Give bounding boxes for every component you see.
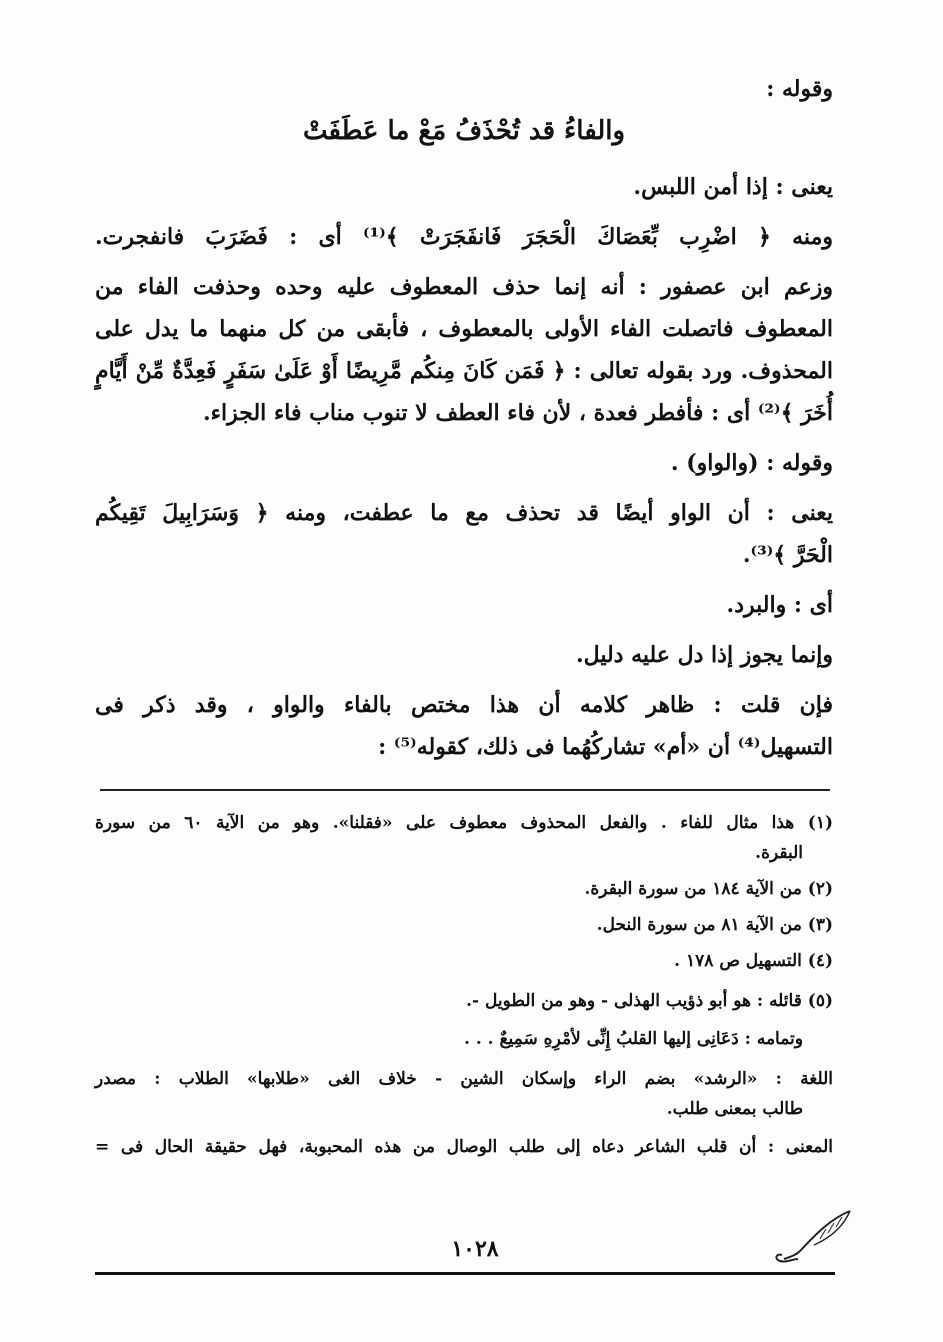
text-line-14: فإن قلت : ظاهر كلامه أن هذا مختص بالفاء والواو ، وقد ذكر فى (95, 692, 833, 718)
footnote-5-lexicon-cont: طالب بمعنى طلب. (666, 1099, 803, 1119)
footnote-1: (١) هذا مثال للفاء . والفعل المحذوف معطوف على «فقلنا». وهو من الآية ٦٠ من سورة (95, 813, 833, 833)
text-line-6: المعطوف فاتصلت الفاء الأولى بالمعطوف ، فأبقى من كل منهما ما يدل على (95, 316, 833, 342)
footnote-2: (٢) من الآية ١٨٤ من سورة البقرة. (584, 879, 833, 899)
text-line-4: ومنه ﴿ اضْرِب بِّعَصَاكَ الْحَجَرَ فَانفَجَرَتْ ﴾⁽¹⁾ أى : فَضَرَبَ فانفجرت. (95, 224, 833, 250)
text-line-15: التسهيل⁽⁴⁾ أن «أم» تشاركُهُما فى ذلك، كقوله⁽⁵⁾ : (378, 734, 833, 760)
text-line-3: يعنى : إذا أمن اللبس. (633, 174, 833, 200)
footnote-divider (100, 789, 830, 791)
text-line-5: وزعم ابن عصفور : أنه إنما حذف المعطوف عليه وحده وحذفت الفاء من (95, 274, 833, 300)
footnote-5-lexicon: اللغة : «الرشد» بضم الراء وإسكان الشين - خلاف الغى «طلابها» الطلاب : مصدر (95, 1069, 833, 1089)
text-line-7: المحذوف. ورد بقوله تعالى : ﴿ فَمَن كَانَ مِنكُم مَّرِيضًا أَوْ عَلَىٰ سَفَرٍ فَعِدَّةٌ مِّنْ أَيَّامٍ (95, 358, 833, 384)
footnote-5: (٥) قائله : هو أبو ذؤيب الهذلى - وهو من الطويل -. (466, 991, 833, 1011)
footnote-3: (٣) من الآية ٨١ من سورة النحل. (596, 915, 833, 935)
quill-icon (770, 1205, 860, 1265)
footnote-1-cont: البقرة. (755, 843, 803, 863)
page-bottom-rule (95, 1272, 835, 1275)
verse-heading: والفاءُ قد تُحْذَفُ مَعْ ما عَطَفَتْ (302, 116, 626, 146)
text-line-12: أى : والبرد. (726, 592, 833, 618)
text-line-10: يعنى : أن الواو أيضًا قد تحذف مع ما عطفت، ومنه ﴿ وَسَرَابِيلَ تَقِيكُم (95, 500, 833, 526)
text-line-11: الْحَرَّ ﴾⁽³⁾. (742, 542, 833, 568)
footnote-5-poem: وتمامه : دَعَانِى إليها القلبُ إِنِّى لأمْرِهِ سَمِيعٌ . . . (463, 1029, 803, 1049)
page-number: ١٠٢٨ (451, 1236, 499, 1262)
footnote-5-meaning: المعنى : أن قلب الشاعر دعاه إلى طلب الوصال من هذه المحبوبة، فهل حقيقة الحال فى = (95, 1137, 833, 1157)
text-line-13: وإنما يجوز إذا دل عليه دليل. (576, 642, 833, 668)
footnote-4: (٤) التسهيل ص ١٧٨ . (674, 951, 833, 971)
text-line-8: أُخَرَ ﴾⁽²⁾ أى : فأفطر فعدة ، لأن فاء العطف لا تنوب مناب فاء الجزاء. (203, 400, 833, 426)
text-line-9: وقوله : (والواو) . (670, 450, 833, 476)
text-line-1: وقوله : (766, 76, 833, 102)
